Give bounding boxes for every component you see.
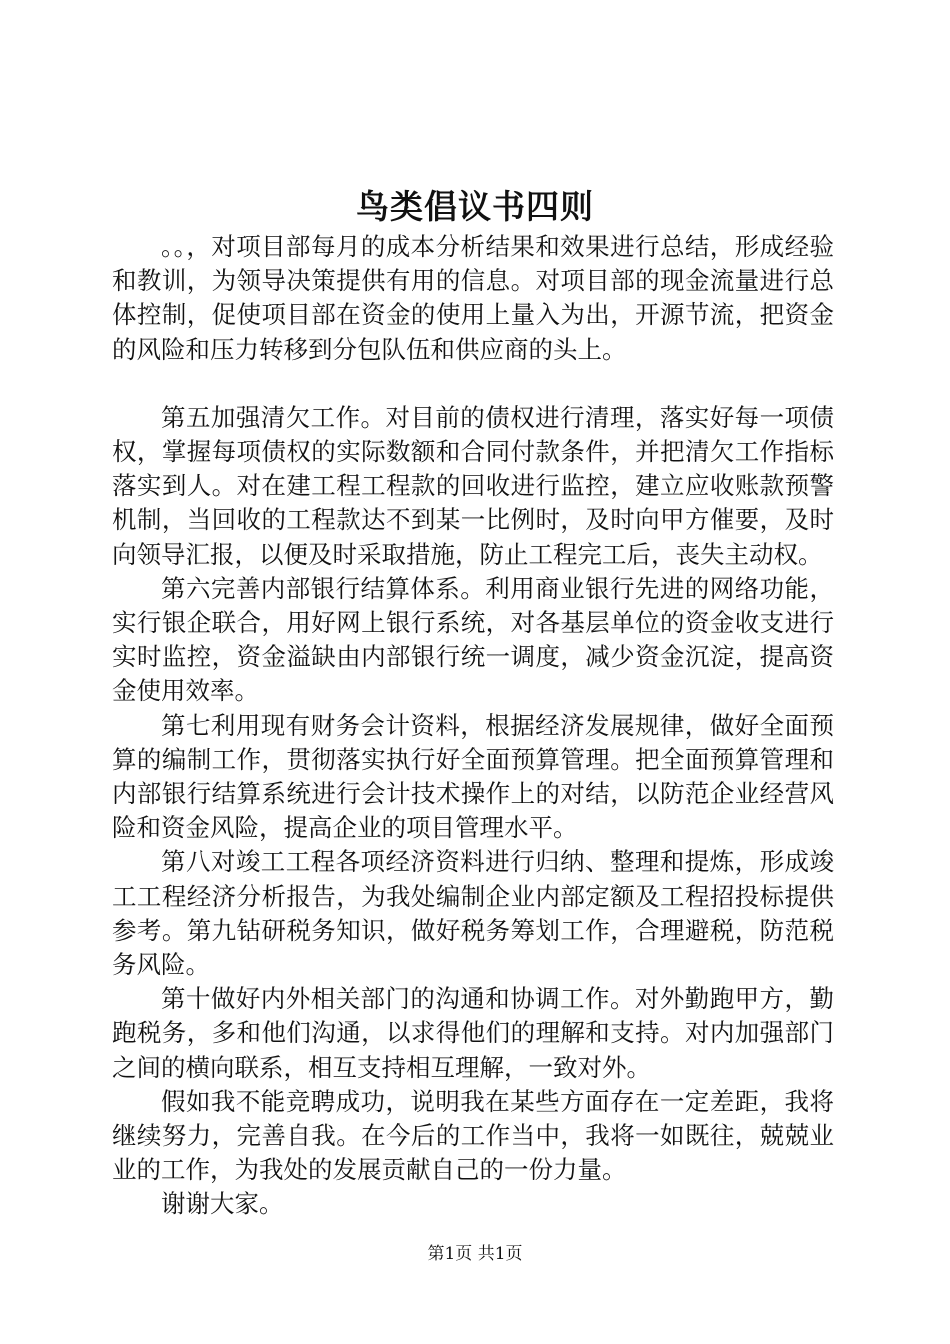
paragraph-2: 第五加强清欠工作。对目前的债权进行清理，落实好每一项债权，掌握每项债权的实际数额和合同付款条件，并把清欠工作指标落实到人。对在建工程工程款的回收进行监控，建立应收账款预警机制，当回收的工程款达不到某一比例时，及时向甲方催要，及时向领导汇报，以便及时采取措施，防止工程完工后，丧失主动权。: [112, 402, 834, 569]
paragraph-4: 第七利用现有财务会计资料，根据经济发展规律，做好全面预算的编制工作，贯彻落实执行好全面预算管理。把全面预算管理和内部银行结算系统进行会计技术操作上的对结，以防范企业经营风险和资金风险，提高企业的项目管理水平。: [112, 710, 834, 843]
page-footer: 第1页 共1页: [427, 1244, 523, 1264]
paragraph-5: 第八对竣工工程各项经济资料进行归纳、整理和提炼，形成竣工工程经济分析报告，为我处编制企业内部定额及工程招投标提供参考。第九钻研税务知识，做好税务筹划工作，合理避税，防范税务风险。: [112, 847, 834, 980]
paragraph-1: 。。，对项目部每月的成本分析结果和效果进行总结，形成经验和教训，为领导决策提供有用的信息。对项目部的现金流量进行总体控制，促使项目部在资金的使用上量入为出，开源节流，把资金的风险和压力转移到分包队伍和供应商的头上。: [112, 232, 834, 364]
paragraph-6: 第十做好内外相关部门的沟通和协调工作。对外勤跑甲方，勤跑税务，多和他们沟通，以求得他们的理解和支持。对内加强部门之间的横向联系，相互支持相互理解，一致对外。: [112, 984, 834, 1082]
paragraph-3: 第六完善内部银行结算体系。利用商业银行先进的网络功能，实行银企联合，用好网上银行系统，对各基层单位的资金收支进行实时监控，资金溢缺由内部银行统一调度，减少资金沉淀，提高资金使用效率。: [112, 573, 834, 706]
document-body: [112, 230, 834, 1222]
document-title: 鸟类倡议书四则: [356, 187, 594, 226]
paragraph-7: 假如我不能竞聘成功，说明我在某些方面存在一定差距，我将继续努力，完善自我。在今后的工作当中，我将一如既往，兢兢业业的工作，为我处的发展贡献自己的一份力量。: [112, 1086, 834, 1185]
paragraph-8: 谢谢大家。: [161, 1189, 284, 1219]
